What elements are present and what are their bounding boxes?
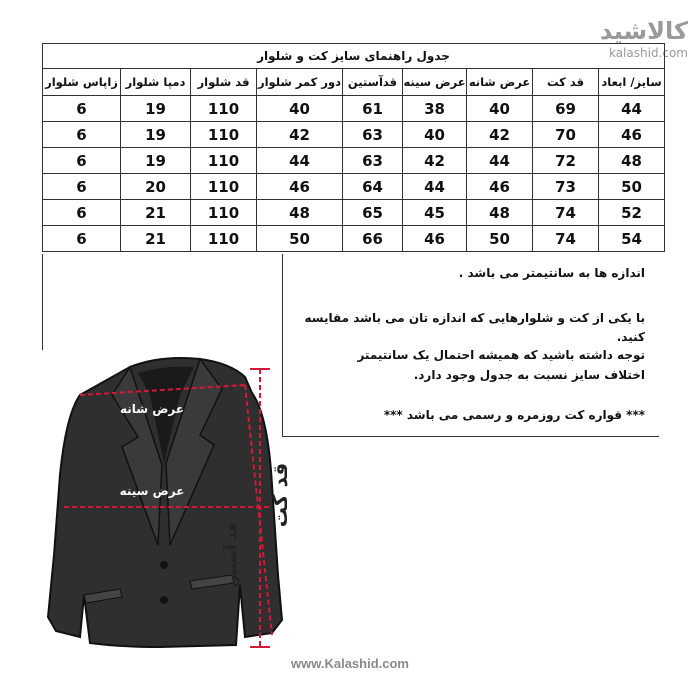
- table-cell: 52: [599, 200, 665, 226]
- header-pants-length: قد شلوار: [191, 69, 257, 96]
- table-cell: 6: [43, 226, 121, 252]
- header-shoulder-width: عرض شانه: [467, 69, 533, 96]
- chest-measure-label: عرض سینه: [119, 484, 185, 498]
- notes-box: [282, 254, 659, 437]
- brand-logo-domain: kalashid.com: [608, 46, 688, 60]
- note-tolerance-line2: اختلاف سایز نسبت به جدول وجود دارد.: [413, 368, 645, 382]
- table-cell: 21: [121, 226, 191, 252]
- table-cell: 40: [467, 96, 533, 122]
- table-cell: 19: [121, 122, 191, 148]
- table-cell: 73: [533, 174, 599, 200]
- table-row: [43, 174, 665, 200]
- header-sleeve-length: قدآستین: [343, 69, 403, 96]
- table-cell: 42: [467, 122, 533, 148]
- table-row: [43, 148, 665, 174]
- table-cell: 46: [467, 174, 533, 200]
- table-cell: 40: [403, 122, 467, 148]
- jacket-illustration: [40, 355, 320, 650]
- table-cell: 6: [43, 96, 121, 122]
- table-cell: 48: [467, 200, 533, 226]
- table-cell: 44: [257, 148, 343, 174]
- shoulder-measure-label: عرض شانه: [119, 402, 185, 416]
- table-cell: 20: [121, 174, 191, 200]
- header-waist: دور کمر شلوار: [257, 69, 343, 96]
- table-cell: 61: [343, 96, 403, 122]
- table-cell: 46: [403, 226, 467, 252]
- table-cell: 38: [403, 96, 467, 122]
- table-cell: 110: [191, 122, 257, 148]
- table-cell: 19: [121, 96, 191, 122]
- brand-logo-name: کالاشید: [599, 17, 688, 45]
- table-cell: 21: [121, 200, 191, 226]
- left-divider-line: [42, 254, 43, 350]
- footer-url: www.Kalashid.com: [291, 656, 409, 671]
- table-cell: 65: [343, 200, 403, 226]
- note-units: اندازه ها به سانتیمتر می باشد .: [458, 266, 645, 280]
- table-cell: 19: [121, 148, 191, 174]
- table-cell: 44: [467, 148, 533, 174]
- size-guide-table: [42, 43, 665, 252]
- note-compare: با یکی از کت و شلوارهایی که اندازه تان می باشد مقایسه کنید.: [304, 311, 645, 344]
- jacket-button-top: [160, 561, 168, 569]
- table-cell: 44: [599, 96, 665, 122]
- sleeve-measure-label: قد آستین: [224, 522, 240, 588]
- table-cell: 110: [191, 226, 257, 252]
- table-cell: 50: [257, 226, 343, 252]
- table-cell: 46: [257, 174, 343, 200]
- table-cell: 6: [43, 148, 121, 174]
- table-cell: 63: [343, 122, 403, 148]
- header-chest-width: عرض سینه: [403, 69, 467, 96]
- table-cell: 50: [467, 226, 533, 252]
- table-cell: 69: [533, 96, 599, 122]
- table-row: [43, 226, 665, 252]
- table-cell: 72: [533, 148, 599, 174]
- table-cell: 54: [599, 226, 665, 252]
- table-cell: 42: [257, 122, 343, 148]
- table-cell: 6: [43, 174, 121, 200]
- table-title: جدول راهنمای سایز کت و شلوار: [43, 44, 665, 69]
- table-cell: 40: [257, 96, 343, 122]
- table-cell: 63: [343, 148, 403, 174]
- table-cell: 48: [257, 200, 343, 226]
- note-tolerance-line1: توجه داشته باشید که همیشه احتمال یک سانتیمتر: [357, 348, 645, 362]
- table-cell: 110: [191, 174, 257, 200]
- table-cell: 110: [191, 200, 257, 226]
- table-cell: 6: [43, 200, 121, 226]
- table-cell: 44: [403, 174, 467, 200]
- header-size: سایز/ ابعاد: [599, 69, 665, 96]
- table-row: [43, 200, 665, 226]
- table-cell: 74: [533, 226, 599, 252]
- table-row: [43, 96, 665, 122]
- header-spare: زاپاس شلوار: [43, 69, 121, 96]
- table-cell: 46: [599, 122, 665, 148]
- jacket-button-bottom: [160, 596, 168, 604]
- table-cell: 42: [403, 148, 467, 174]
- header-jacket-length: قد کت: [533, 69, 599, 96]
- header-hem: دمپا شلوار: [121, 69, 191, 96]
- table-cell: 64: [343, 174, 403, 200]
- table-cell: 70: [533, 122, 599, 148]
- table-cell: 45: [403, 200, 467, 226]
- length-measure-label: قد کت: [268, 462, 292, 528]
- table-cell: 110: [191, 148, 257, 174]
- note-fit: *** قواره کت روزمره و رسمی می باشد ***: [383, 408, 645, 422]
- table-cell: 66: [343, 226, 403, 252]
- table-row: [43, 122, 665, 148]
- table-header-row: [43, 69, 665, 96]
- table-cell: 110: [191, 96, 257, 122]
- table-cell: 6: [43, 122, 121, 148]
- table-cell: 74: [533, 200, 599, 226]
- table-cell: 48: [599, 148, 665, 174]
- table-cell: 50: [599, 174, 665, 200]
